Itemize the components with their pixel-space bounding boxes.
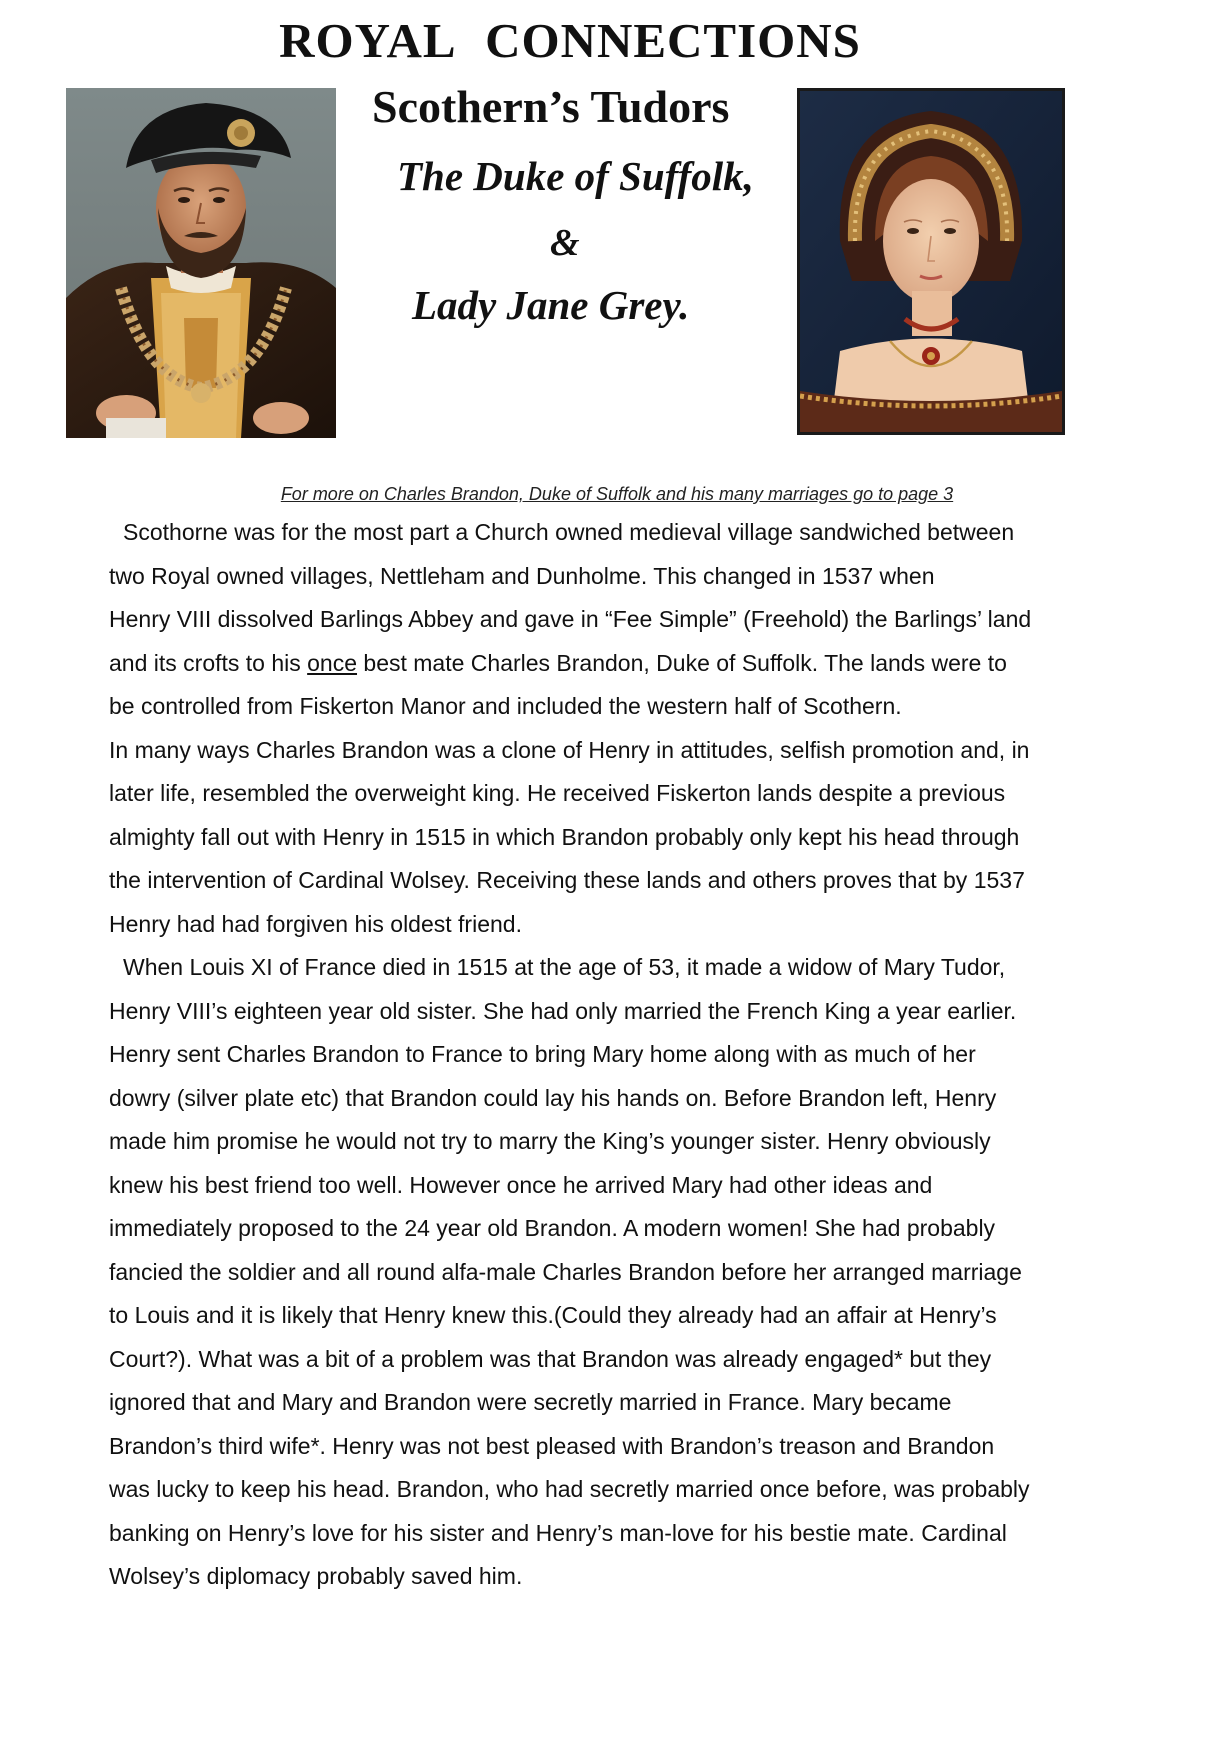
body-line: the intervention of Cardinal Wolsey. Receiving these lands and others proves that by 1537 xyxy=(109,867,1025,893)
underlined-word-once: once xyxy=(307,649,358,676)
portrait-lady-jane-grey xyxy=(797,88,1065,435)
body-line: later life, resembled the overweight king. He received Fiskerton lands despite a previous xyxy=(109,780,1006,806)
page-title: ROYAL CONNECTIONS xyxy=(279,13,861,68)
portrait-duke-of-suffolk xyxy=(66,88,336,438)
body-line: was lucky to keep his head. Brandon, who had secretly married once before, was probably xyxy=(109,1476,1030,1502)
subtitle-scotherns-tudors: Scothern’s Tudors xyxy=(372,81,730,132)
body-line-segment: and its crofts to his xyxy=(109,649,308,676)
subtitle-duke-of-suffolk: The Duke of Suffolk, xyxy=(397,153,754,199)
body-line: Wolsey’s diplomacy probably saved him. xyxy=(109,1563,523,1589)
body-line: Brandon’s third wife*. Henry was not best pleased with Brandon’s treason and Brandon xyxy=(109,1432,995,1459)
subtitle-ampersand: & xyxy=(550,222,580,264)
body-line: Henry sent Charles Brandon to France to bring Mary home along with as much of her xyxy=(109,1041,976,1067)
page-reference-note[interactable]: For more on Charles Brandon, Duke of Suffolk and his many marriages go to page 3 xyxy=(280,484,954,504)
body-line: In many ways Charles Brandon was a clone of Henry in attitudes, selfish promotion and, in xyxy=(109,736,1030,763)
body-line-segment: best mate Charles Brandon, Duke of Suffolk. The lands were to xyxy=(357,649,1007,676)
subtitle-lady-jane-grey: Lady Jane Grey. xyxy=(412,282,690,328)
body-line xyxy=(109,642,1119,686)
body-line: be controlled from Fiskerton Manor and included the western half of Scothern. xyxy=(109,693,902,719)
body-line: When Louis XI of France died in 1515 at the age of 53, it made a widow of Mary Tudor, xyxy=(123,954,1006,980)
body-line: two Royal owned villages, Nettleham and Dunholme. This changed in 1537 when xyxy=(109,562,935,589)
noblewoman-portrait-image xyxy=(800,91,1062,432)
body-line: Henry had had forgiven his oldest friend. xyxy=(109,910,522,937)
body-line: immediately proposed to the 24 year old Brandon. A modern women! She had probably xyxy=(109,1215,996,1241)
body-line: made him promise he would not try to marry the King’s younger sister. Henry obviously xyxy=(109,1128,991,1154)
body-line: banking on Henry’s love for his sister and Henry’s man-love for his bestie mate. Cardinal xyxy=(109,1519,1007,1546)
body-line: almighty fall out with Henry in 1515 in which Brandon probably only kept his head through xyxy=(109,823,1020,850)
article-body xyxy=(109,511,1119,1599)
body-line: knew his best friend too well. However once he arrived Mary had other ideas and xyxy=(109,1171,933,1198)
nobleman-portrait-image xyxy=(66,88,336,438)
body-line: to Louis and it is likely that Henry knew this.(Could they already had an affair at Henry’s xyxy=(109,1302,997,1328)
body-line: ignored that and Mary and Brandon were secretly married in France. Mary became xyxy=(109,1389,952,1415)
body-line: Court?). What was a bit of a problem was that Brandon was already engaged* but they xyxy=(109,1345,992,1372)
body-line: Henry VIII dissolved Barlings Abbey and gave in “Fee Simple” (Freehold) the Barlings’ land xyxy=(109,606,1032,632)
body-line: fancied the soldier and all round alfa-male Charles Brandon before her arranged marriage xyxy=(109,1258,1022,1285)
body-line: Henry VIII’s eighteen year old sister. She had only married the French King a year earlier. xyxy=(109,997,1017,1024)
body-line: dowry (silver plate etc) that Brandon could lay his hands on. Before Brandon left, Henry xyxy=(109,1084,997,1111)
body-line: Scothorne was for the most part a Church owned medieval village sandwiched between xyxy=(123,519,1015,545)
